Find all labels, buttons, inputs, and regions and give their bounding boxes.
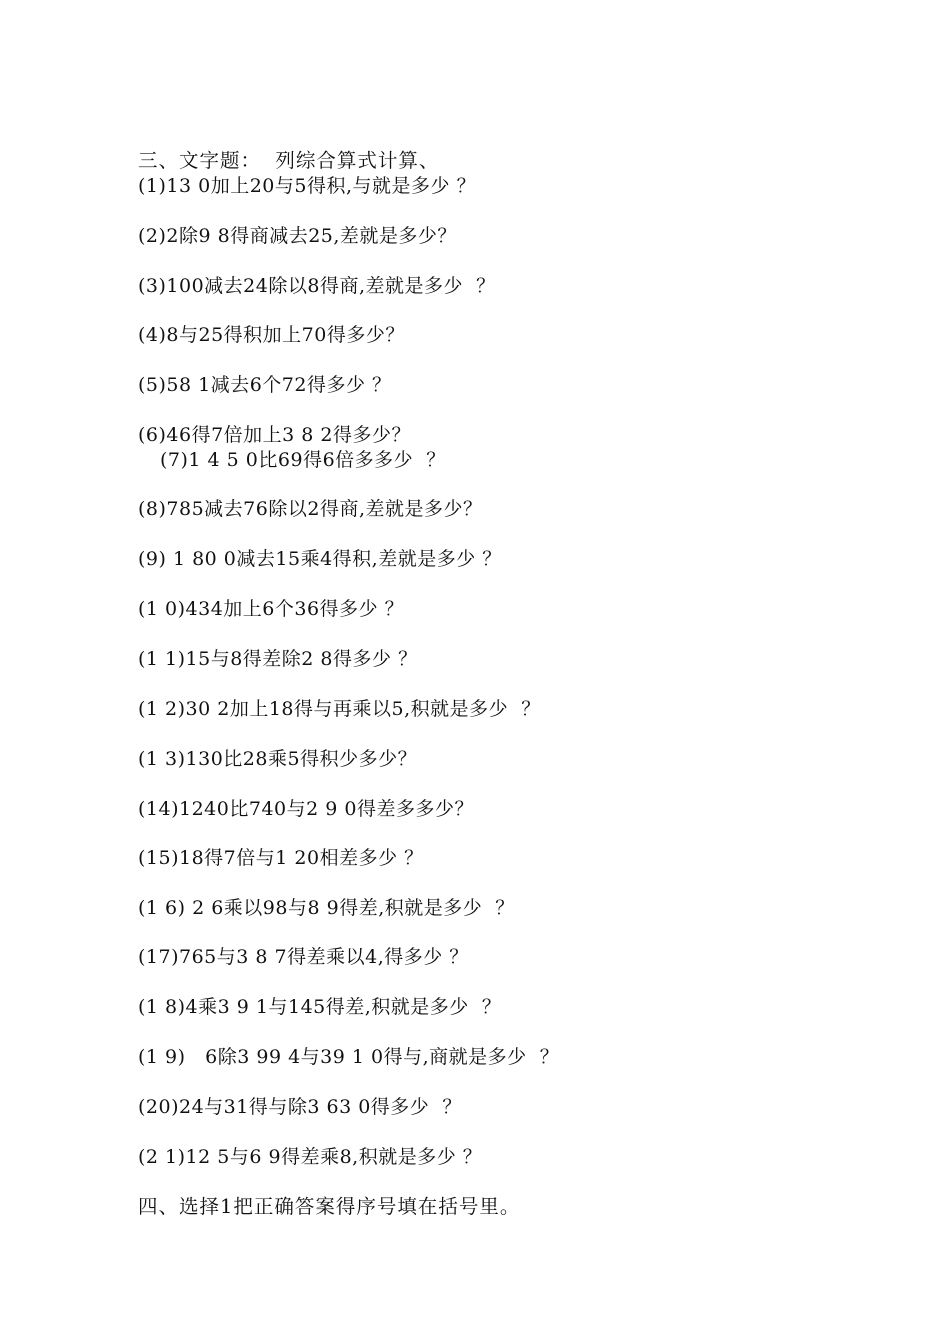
problem-15: (15)18得7倍与1 20相差多少 ？ [138, 847, 424, 869]
section-3-heading: 三、文字题： 列综合算式计算、 [138, 149, 440, 172]
problem-2: (2)2除9 8得商减去25,差就是多少？ [138, 225, 457, 247]
problem-11: (1 1)15与8得差除2 8得多少 ？ [138, 648, 418, 670]
problem-5: (5)58 1减去6个72得多少 ？ [138, 374, 392, 396]
problem-16: (1 6) 2 6乘以98与8 9得差,积就是多少 ？ [138, 897, 515, 919]
problem-7: (7)1 4 5 0比69得6倍多多少 ？ [160, 449, 446, 471]
problem-17: (17)765与3 8 7得差乘以4,得多少 ？ [138, 946, 469, 968]
problem-19: (1 9) 6除3 99 4与39 1 0得与,商就是多少 ？ [138, 1046, 560, 1068]
section-4-heading: 四、选择1把正确答案得序号填在括号里。 [138, 1195, 521, 1218]
problem-1: (1)13 0加上20与5得积,与就是多少 ？ [138, 175, 477, 197]
problem-6: (6)46得7倍加上3 8 2得多少？ [138, 424, 412, 446]
problem-20: (20)24与31得与除3 63 0得多少 ？ [138, 1096, 462, 1118]
problem-12: (1 2)30 2加上18得与再乘以5,积就是多少 ？ [138, 698, 541, 720]
problem-10: (1 0)434加上6个36得多少 ？ [138, 598, 405, 620]
problem-13: (1 3)130比28乘5得积少多少？ [138, 748, 418, 770]
problem-8: (8)785减去76除以2得商,差就是多少？ [138, 498, 483, 520]
problem-4: (4)8与25得积加上70得多少？ [138, 324, 405, 346]
problem-14: (14)1240比740与2 9 0得差多多少？ [138, 798, 474, 820]
problem-9: (9) 1 80 0减去15乘4得积,差就是多少 ？ [138, 548, 502, 570]
problem-18: (1 8)4乘3 9 1与145得差,积就是多少 ？ [138, 996, 502, 1018]
problem-21: (2 1)12 5与6 9得差乘8,积就是多少 ？ [138, 1146, 483, 1168]
problem-3: (3)100减去24除以8得商,差就是多少 ？ [138, 275, 496, 297]
